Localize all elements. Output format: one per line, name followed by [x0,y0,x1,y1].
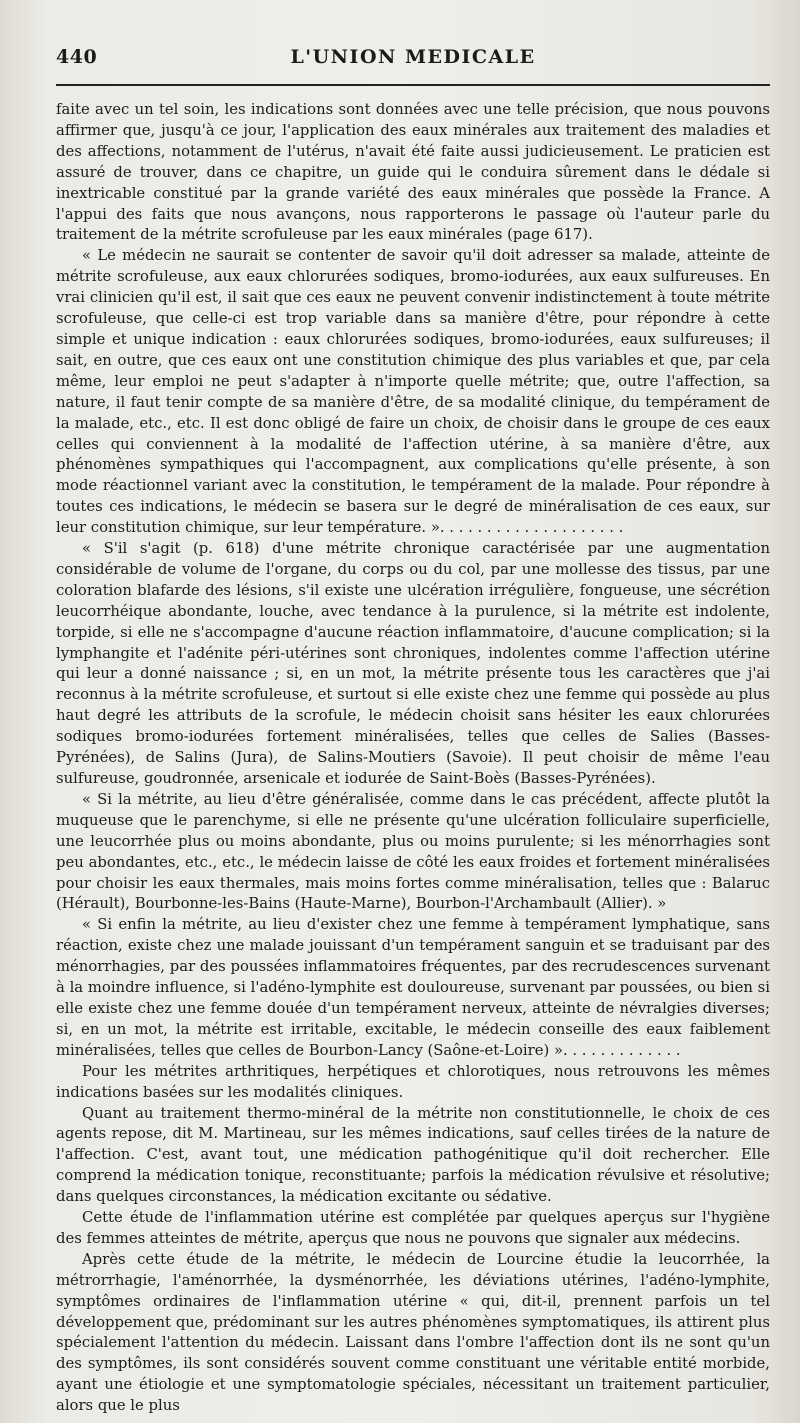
paragraph-4: « Si la métrite, au lieu d'être généralisée, comme dans le cas précédent, affecte plutôt la muqueuse que le parenchyme, si elle ne présente qu'une ulcération folliculaire superficielle, une leucorrhée plus ou moins abondante, plus ou moins purulente; si les ménorrhagies sont peu abondantes, etc., etc., le médecin laisse de côté les eaux froides et fortement minéralisées pour choisir les eaux thermales, mais moins fortes comme minéralisation, telles que : Balaruc (Hérault), Bourbonne-les-Bains (Haute-Marne), Bourbon-l'Archambault (Allier). » [56,790,770,913]
paragraph-3: « S'il s'agit (p. 618) d'une métrite chronique caractérisée par une augmentation considérable de volume de l'organe, du corps ou du col, par une mollesse des tissus, par une coloration blafarde des lésions, s'il existe une ulcération irrégulière, fongueuse, une sécrétion leucorrhéique abondante, louche, avec tendance à la purulence, si la métrite est indolente, torpide, si elle ne s'accompagne d'aucune réaction inflammatoire, d'aucune complication; si la lymphangite et l'adénite péri-utérines sont chroniques, indolentes comme l'affection utérine qui leur a donné naissance ; si, en un mot, la métrite présente tous les caractères que j'ai reconnus à la métrite scrofuleuse, et surtout si elle existe chez une femme qui possède au plus haut degré les attributs de la scrofule, le médecin choisit sans hésiter les eaux chlorurées sodiques bromo-iodurées fortement minéralisées, telles que celles de Salies (Basses-Pyrénées), de Salins (Jura), de Salins-Moutiers (Savoie). Il peut choisir de même l'eau sulfureuse, goudronnée, arsenicale et iodurée de Saint-Boès (Basses-Pyrénées). [56,540,770,787]
paragraph-1: faite avec un tel soin, les indications sont données avec une telle précision, que nous pouvons affirmer que, jusqu'à ce jour, l'application des eaux minérales aux traitement des maladies et des affections, notamment de l'utérus, n'avait été faite aussi judicieusement. Le praticien est assuré de trouver, dans ce chapitre, un guide qui le conduira sûrement dans le dédale si inextricable constitué par la grande variété des eaux minérales que possède la France. A l'appui des faits que nous avançons, nous rapporterons le passage où l'auteur parle du traitement de la métrite scrofuleuse par les eaux minérales (page 617). [56,101,770,244]
page-number: 440 [56,46,98,68]
paragraph-7: Quant au traitement thermo-minéral de la métrite non constitutionnelle, le choix de ces agents repose, dit M. Martineau, sur les mêmes indications, sauf celles tirées de la nature de l'affection. C'est, avant tout, une médication pathogénitique qu'il doit rechercher. Elle comprend la médication tonique, reconstituante; parfois la médication révulsive et résolutive; dans quelques circonstances, la médication excitante ou sédative. [56,1104,770,1206]
header-rule [56,84,770,86]
paragraph-2: « Le médecin ne saurait se contenter de savoir qu'il doit adresser sa malade, atteinte de métrite scrofuleuse, aux eaux chlorurées sodiques, bromo-iodurées, aux eaux sulfureuses. En vrai clinicien qu'il est, il sait que ces eaux ne peuvent convenir indistinctement à toute métrite scrofuleuse, que celle-ci est trop variable dans sa manière d'être, pour répondre à cette simple et unique indication : eaux chlorurées sodiques, bromo-iodurées, eaux sulfureuses; il sait, en outre, que ces eaux ont une constitution chimique des plus variables et que, par cela même, leur emploi ne peut s'adapter à n'importe quelle métrite; que, outre l'affection, sa nature, il faut tenir compte de sa manière d'être, de sa modalité clinique, du tempérament de la malade, etc., etc. Il est donc obligé de faire un choix, de choisir dans le groupe de ces eaux celles qui conviennent à la modalité de l'affection utérine, à sa manière d'être, aux phénomènes sympathiques qui l'accompagnent, aux complications qu'elle présente, à son mode réactionnel variant avec la constitution, le tempérament de la malade. Pour répondre à toutes ces indications, le médecin se basera sur le degré de minéralisation de ces eaux, sur leur constitution chimique, sur leur température. ». . . . . . . . . . . . . . . . . . . . [56,247,770,537]
paragraph-6: Pour les métrites arthritiques, herpétiques et chlorotiques, nous retrouvons les mêmes indications basées sur les modalités cliniques. [56,1062,770,1101]
journal-title: L'UNION MEDICALE [290,46,536,68]
article-body [56,100,770,1417]
paragraph-9: Après cette étude de la métrite, le médecin de Lourcine étudie la leucorrhée, la métrorrhagie, l'aménorrhée, la dysménorrhée, les déviations utérines, l'adéno-lymphite, symptômes ordinaires de l'inflammation utérine « qui, dit-il, prennent parfois un tel développement que, prédominant sur les autres phénomènes symptomatiques, ils attirent plus spécialement l'attention du médecin. Laissant dans l'ombre l'affection dont ils ne sont qu'un des symptômes, ils sont considérés souvent comme constituant une véritable entité morbide, ayant une étiologie et une symptomatologie spéciales, nécessitant un traitement particulier, alors que le plus [56,1250,770,1415]
paragraph-8: Cette étude de l'inflammation utérine est complétée par quelques aperçus sur l'hygiène des femmes atteintes de métrite, aperçus que nous ne pouvons que signaler aux médecins. [56,1209,770,1247]
paragraph-5: « Si enfin la métrite, au lieu d'exister chez une femme à tempérament lymphatique, sans réaction, existe chez une malade jouissant d'un tempérament sanguin et se traduisant par des ménorrhagies, par des poussées inflammatoires fréquentes, par des recrudescences survenant à la moindre influence, si l'adéno-lymphite est douloureuse, survenant par poussées, ou bien si elle existe chez une femme douée d'un tempérament nerveux, atteinte de névralgies diverses; si, en un mot, la métrite est irritable, excitable, le médecin conseille des eaux faiblement minéralisées, telles que celles de Bourbon-Lancy (Saône-et-Loire) ». . . . . . . . . . . . . [56,916,770,1059]
running-head [56,40,770,80]
